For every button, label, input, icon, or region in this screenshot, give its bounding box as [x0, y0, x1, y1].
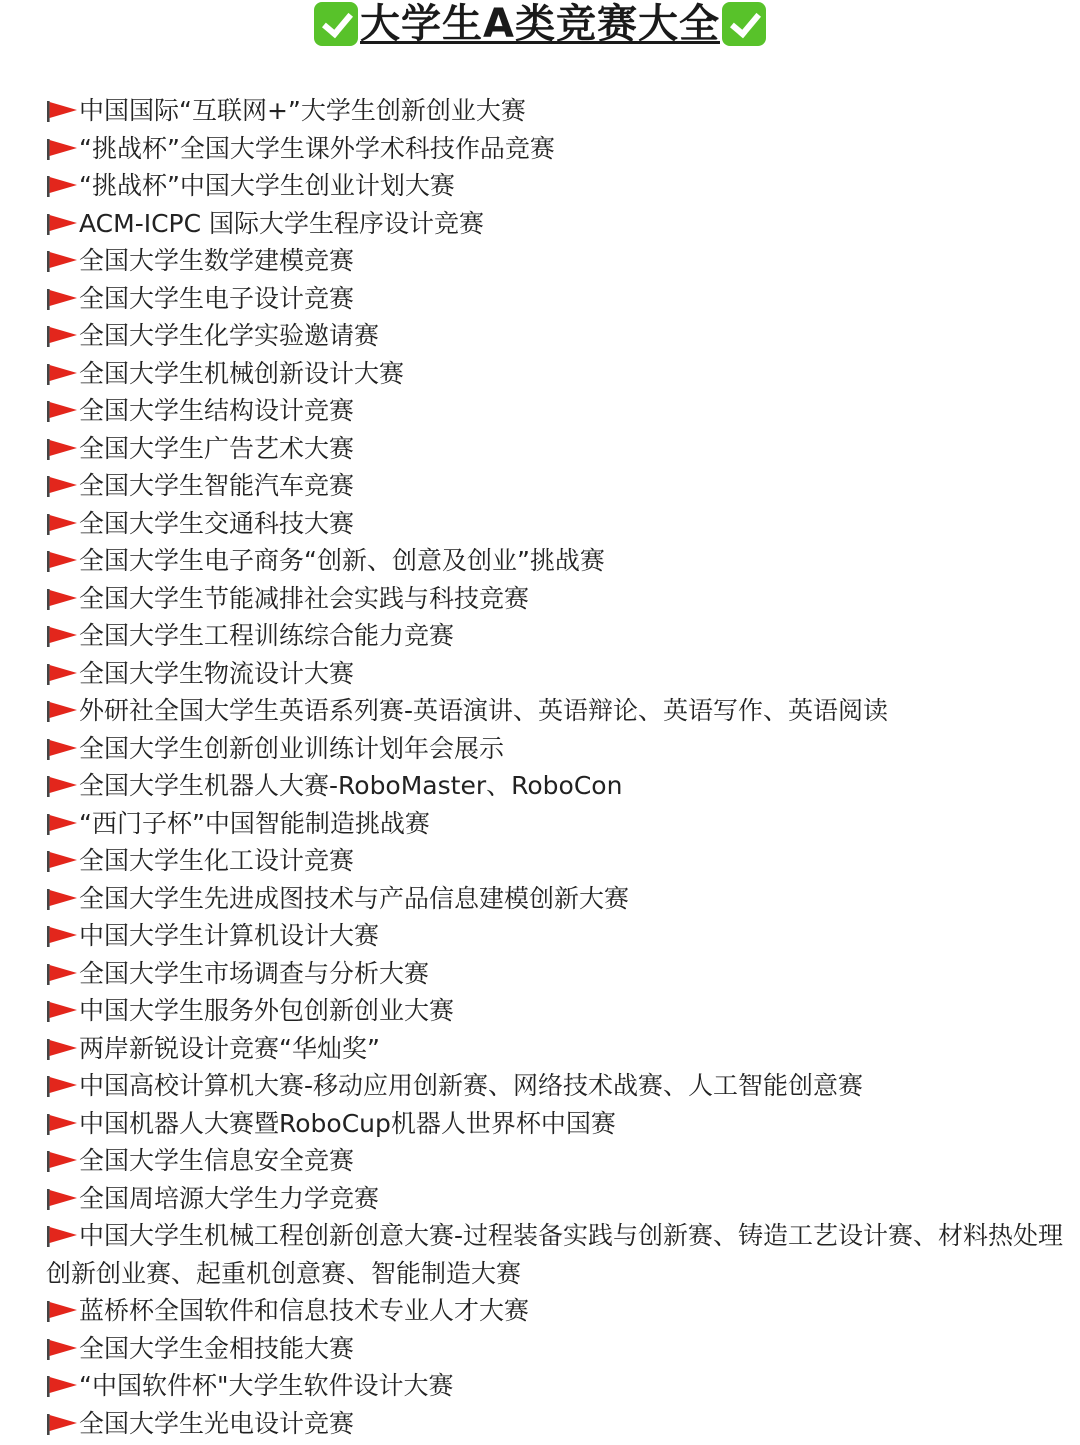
red-flag-icon — [46, 658, 78, 680]
red-flag-icon — [46, 883, 78, 905]
red-flag-icon — [46, 620, 78, 642]
red-flag-icon — [46, 920, 78, 942]
red-flag-icon — [46, 770, 78, 792]
list-item — [46, 692, 1072, 730]
competition-name: 中国机器人大赛暨RoboCup机器人世界杯中国赛 — [79, 1108, 616, 1138]
red-flag-icon — [46, 733, 78, 755]
list-item — [46, 205, 1072, 243]
list-item — [46, 1292, 1072, 1330]
list-item — [46, 467, 1072, 505]
red-flag-icon — [46, 995, 78, 1017]
competition-name: 全国大学生物流设计大赛 — [79, 658, 355, 688]
page-header — [0, 0, 1080, 48]
red-flag-icon — [46, 395, 78, 417]
list-item — [46, 730, 1072, 768]
list-item — [46, 1405, 1072, 1443]
list-item — [46, 880, 1072, 918]
red-flag-icon — [46, 1408, 78, 1430]
red-flag-icon — [46, 320, 78, 342]
red-flag-icon — [46, 1145, 78, 1167]
list-item — [46, 992, 1072, 1030]
competition-name: 中国大学生计算机设计大赛 — [79, 921, 380, 950]
competition-name: 全国大学生机器人大赛-RoboMaster、RoboCon — [79, 771, 623, 800]
red-flag-icon — [46, 1333, 78, 1355]
list-item — [46, 580, 1072, 618]
competition-name: 两岸新锐设计竞赛“华灿奖” — [79, 1033, 380, 1063]
competition-name: 中国国际“互联网+”大学生创新创业大赛 — [79, 96, 526, 125]
competition-name: 全国大学生先进成图技术与产品信息建模创新大赛 — [79, 883, 630, 913]
list-item — [46, 505, 1072, 543]
red-flag-icon — [46, 545, 78, 567]
check-mark-icon — [722, 2, 766, 46]
list-item — [46, 805, 1072, 843]
competition-name: 蓝桥杯全国软件和信息技术专业人才大赛 — [79, 1296, 530, 1325]
red-flag-icon — [46, 508, 78, 530]
list-item — [46, 955, 1072, 993]
list-item — [46, 317, 1072, 355]
competition-list — [46, 92, 1072, 1442]
competition-name: 全国大学生光电设计竞赛 — [79, 1408, 355, 1438]
list-item — [46, 392, 1072, 430]
competition-name: 全国大学生电子设计竞赛 — [79, 283, 355, 313]
list-item — [46, 1142, 1072, 1180]
competition-name: 全国大学生机械创新设计大赛 — [79, 358, 405, 388]
competition-name: 全国大学生化工设计竞赛 — [79, 846, 355, 875]
list-item — [46, 617, 1072, 655]
competition-name: 全国大学生广告艺术大赛 — [79, 433, 355, 463]
list-item — [46, 242, 1072, 280]
competition-name: 中国大学生机械工程创新创意大赛-过程装备实践与创新赛、铸造工艺设计赛、材料热处理创新创业赛、起重机创意赛、智能制造大赛 — [46, 1221, 1064, 1288]
competition-name: “中国软件杯"大学生软件设计大赛 — [79, 1371, 454, 1400]
red-flag-icon — [46, 358, 78, 380]
list-item — [46, 92, 1072, 130]
list-item — [46, 1105, 1072, 1143]
competition-name: 全国大学生节能减排社会实践与科技竞赛 — [79, 583, 530, 613]
red-flag-icon — [46, 808, 78, 830]
list-item — [46, 1030, 1072, 1068]
list-item — [46, 842, 1072, 880]
list-item — [46, 1330, 1072, 1368]
red-flag-icon — [46, 283, 78, 305]
competition-name: 全国大学生金相技能大赛 — [79, 1333, 355, 1363]
competition-name: 全国大学生信息安全竞赛 — [79, 1146, 355, 1175]
competition-name: “西门子杯”中国智能制造挑战赛 — [79, 808, 430, 838]
list-item — [46, 1067, 1072, 1105]
competition-name: 全国大学生工程训练综合能力竞赛 — [79, 621, 455, 650]
list-item — [46, 767, 1072, 805]
competition-name: 全国大学生智能汽车竞赛 — [79, 471, 355, 500]
red-flag-icon — [46, 1370, 78, 1392]
red-flag-icon — [46, 1220, 78, 1242]
list-item — [46, 280, 1072, 318]
list-item — [46, 430, 1072, 468]
red-flag-icon — [46, 170, 78, 192]
red-flag-icon — [46, 1295, 78, 1317]
competition-name: 中国大学生服务外包创新创业大赛 — [79, 996, 455, 1025]
competition-name: “挑战杯”中国大学生创业计划大赛 — [79, 171, 455, 200]
red-flag-icon — [46, 1033, 78, 1055]
competition-name: ACM-ICPC 国际大学生程序设计竞赛 — [79, 208, 485, 238]
list-item — [46, 655, 1072, 693]
competition-name: 全国大学生创新创业训练计划年会展示 — [79, 733, 505, 763]
competition-name: 全国大学生数学建模竞赛 — [79, 246, 355, 275]
list-item — [46, 1180, 1072, 1218]
list-item — [46, 917, 1072, 955]
red-flag-icon — [46, 583, 78, 605]
red-flag-icon — [46, 245, 78, 267]
red-flag-icon — [46, 433, 78, 455]
competition-name: 全国大学生化学实验邀请赛 — [79, 321, 380, 350]
title-row — [312, 0, 768, 48]
red-flag-icon — [46, 95, 78, 117]
list-item — [46, 355, 1072, 393]
competition-name: 全国大学生结构设计竞赛 — [79, 396, 355, 425]
red-flag-icon — [46, 695, 78, 717]
red-flag-icon — [46, 1070, 78, 1092]
list-item — [46, 130, 1072, 168]
list-item — [46, 1217, 1072, 1292]
competition-name: 外研社全国大学生英语系列赛-英语演讲、英语辩论、英语写作、英语阅读 — [79, 696, 889, 725]
check-mark-icon — [314, 2, 358, 46]
list-item — [46, 542, 1072, 580]
red-flag-icon — [46, 470, 78, 492]
competition-name: 全国大学生交通科技大赛 — [79, 508, 355, 538]
red-flag-icon — [46, 1183, 78, 1205]
competition-name: 全国大学生市场调查与分析大赛 — [79, 958, 430, 988]
red-flag-icon — [46, 133, 78, 155]
competition-name: “挑战杯”全国大学生课外学术科技作品竞赛 — [79, 133, 555, 163]
red-flag-icon — [46, 845, 78, 867]
competition-name: 全国大学生电子商务“创新、创意及创业”挑战赛 — [79, 546, 605, 575]
red-flag-icon — [46, 208, 78, 230]
red-flag-icon — [46, 958, 78, 980]
list-item — [46, 1367, 1072, 1405]
competition-name: 中国高校计算机大赛-移动应用创新赛、网络技术战赛、人工智能创意赛 — [79, 1071, 864, 1100]
competition-name: 全国周培源大学生力学竞赛 — [79, 1183, 380, 1213]
list-item — [46, 167, 1072, 205]
red-flag-icon — [46, 1108, 78, 1130]
page-title: 大学生A类竞赛大全 — [360, 1, 720, 47]
